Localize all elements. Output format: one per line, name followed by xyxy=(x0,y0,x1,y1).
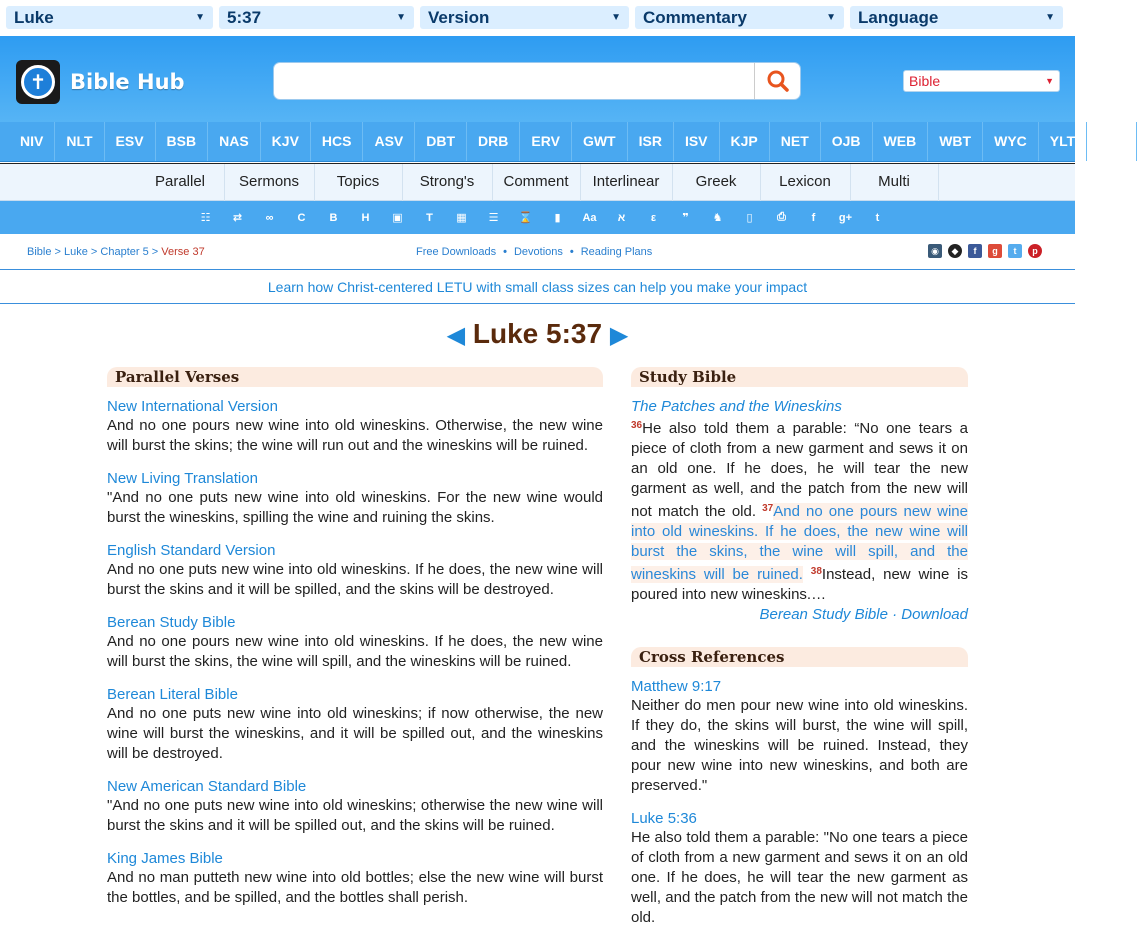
timeline-icon[interactable]: ⌛ xyxy=(518,212,533,224)
verse-text: Instead, new wine is poured into new wineskins.… xyxy=(631,566,969,603)
breadcrumb-verse: Verse 37 xyxy=(161,246,205,258)
icon-bar xyxy=(0,201,1075,234)
cross-reference-link[interactable]: Matthew 9:17 xyxy=(631,678,722,695)
study-subtitle[interactable]: The Patches and the Wineskins xyxy=(631,398,842,415)
version-link-tnt[interactable]: TNT xyxy=(1087,122,1137,161)
version-name-link[interactable]: English Standard Version xyxy=(107,542,276,559)
version-bar xyxy=(0,122,1126,162)
chevron-down-icon: ▼ xyxy=(1045,12,1055,23)
chapter-select[interactable] xyxy=(219,6,414,29)
site-header xyxy=(0,36,1075,122)
facebook-icon[interactable]: f xyxy=(811,211,816,224)
parallel-verse xyxy=(107,397,603,456)
cross-ref-icon[interactable]: ⇄ xyxy=(232,212,243,224)
chevron-down-icon: ▼ xyxy=(611,12,621,23)
tool-link-topics[interactable]: Topics xyxy=(315,164,403,201)
version-link-erv[interactable]: ERV xyxy=(520,122,572,161)
chevron-down-icon: ▼ xyxy=(1045,76,1054,86)
tool-link-greek[interactable]: Greek xyxy=(673,164,761,201)
version-link-bsb[interactable]: BSB xyxy=(156,122,209,161)
google-plus-icon[interactable]: g xyxy=(988,244,1002,258)
links-icon[interactable]: ∞ xyxy=(265,211,274,224)
version-link-kjv[interactable]: KJV xyxy=(261,122,311,161)
version-link-niv[interactable]: NIV xyxy=(9,122,55,161)
version-name-link[interactable]: King James Bible xyxy=(107,850,223,867)
tool-link-multi[interactable]: Multi xyxy=(851,164,939,201)
version-link-nas[interactable]: NAS xyxy=(208,122,261,161)
pinterest-icon[interactable]: p xyxy=(1028,244,1042,258)
sponsor-link[interactable]: Learn how Christ-centered LETU with small class sizes can help you make your impact xyxy=(0,270,1075,304)
chart-icon[interactable]: ▮ xyxy=(554,212,561,224)
quote-icon[interactable]: ❞ xyxy=(682,212,689,224)
search-button[interactable] xyxy=(754,63,800,99)
version-link-hcs[interactable]: HCS xyxy=(311,122,364,161)
reading-plans-link[interactable]: Reading Plans xyxy=(580,246,653,258)
twitter-icon[interactable]: t xyxy=(1008,244,1022,258)
commentary-icon[interactable]: C xyxy=(297,211,306,224)
cross-reference xyxy=(631,677,968,796)
version-link-ylt[interactable]: YLT xyxy=(1039,122,1087,161)
tool-link-parallel[interactable]: Parallel xyxy=(137,164,225,201)
version-select-label: Version xyxy=(428,7,490,27)
cross-logo-icon: ✝ xyxy=(16,60,60,104)
version-name-link[interactable]: New International Version xyxy=(107,398,278,415)
parallel-verse xyxy=(107,469,603,528)
verse-text: "And no one puts new wine into old wineskins; otherwise the new wine will burst the skins and it will be spilled out, and the skins will be ruined. xyxy=(107,797,603,834)
cross-reference-text: He also told them a parable: "No one tears a piece of cloth from a new garment and sews it on an old one. If he does, he will tear the new garment as well, and the patch from the new will not match the old. xyxy=(631,829,968,926)
version-link-net[interactable]: NET xyxy=(770,122,821,161)
tool-link-comment[interactable]: Comment xyxy=(493,164,581,201)
logo-text: Bible Hub xyxy=(70,70,185,94)
chevron-down-icon: ▼ xyxy=(195,12,205,23)
section-heading: Study Bible xyxy=(631,367,968,387)
book-select[interactable] xyxy=(6,6,213,29)
tool-link-strongs[interactable]: Strong's xyxy=(403,164,493,201)
version-link-drb[interactable]: DRB xyxy=(467,122,520,161)
highlighted-verse-text: And no one pours new wine into old wineskins. If he does, the new wine will burst the skins, the wine will spill, and the wineskins will be ruined. xyxy=(631,503,968,583)
resource-links: Free Downloads • Devotions • Reading Plans xyxy=(416,246,653,258)
breadcrumb-chapter[interactable]: Chapter 5 xyxy=(100,246,149,258)
hebrew-icon[interactable]: H xyxy=(361,211,370,224)
version-name-link[interactable]: New Living Translation xyxy=(107,470,258,487)
verse-text: And no one puts new wine into old wineskins; if now otherwise, the new wine will burst the wineskins, and it will be spilled out, and the wineskins will be destroyed. xyxy=(107,705,603,762)
tool-link-lexicon[interactable]: Lexicon xyxy=(761,164,851,201)
search-scope-label: Bible xyxy=(909,73,941,89)
mobile-icon[interactable]: ▯ xyxy=(746,212,753,224)
list-icon[interactable]: ☰ xyxy=(488,212,499,224)
translate-icon[interactable]: Aa xyxy=(582,211,597,224)
chevron-down-icon: ▼ xyxy=(396,12,406,23)
version-link-kjp[interactable]: KJP xyxy=(720,122,770,161)
greek-letter-icon[interactable]: ε xyxy=(650,211,657,224)
version-name-link[interactable]: Berean Literal Bible xyxy=(107,686,238,703)
version-link-wbt[interactable]: WBT xyxy=(928,122,983,161)
section-heading: Parallel Verses xyxy=(107,367,603,387)
study-source xyxy=(631,605,968,625)
version-link-isv[interactable]: ISV xyxy=(674,122,720,161)
verse-number: 37 xyxy=(762,503,774,514)
version-link-web[interactable]: WEB xyxy=(873,122,929,161)
chevron-down-icon: ▼ xyxy=(826,12,836,23)
breadcrumb-book[interactable]: Luke xyxy=(64,246,88,258)
previous-verse-icon[interactable]: ◀ xyxy=(446,322,466,349)
version-select[interactable] xyxy=(420,6,629,29)
version-name-link[interactable]: Berean Study Bible xyxy=(107,614,236,631)
version-link-esv[interactable]: ESV xyxy=(105,122,156,161)
version-link-gwt[interactable]: GWT xyxy=(572,122,628,161)
version-link-nlt[interactable]: NLT xyxy=(55,122,104,161)
study-passage xyxy=(631,416,968,605)
top-select-bar xyxy=(0,0,1075,36)
twitter-icon[interactable]: t xyxy=(875,211,880,224)
verse-text: "And no one puts new wine into old wineskins. For the new wine would burst the wineskins, spilling the wine and ruining the skins. xyxy=(107,489,603,526)
bible-icon[interactable]: B xyxy=(329,211,338,224)
study-source-link[interactable]: Berean Study Bible xyxy=(759,606,888,623)
cross-reference xyxy=(631,809,968,928)
cbd-icon[interactable]: ◉ xyxy=(928,244,942,258)
language-select-label: Language xyxy=(858,7,939,27)
parallel-verse xyxy=(107,849,603,908)
book-select-label: Luke xyxy=(14,7,54,27)
facebook-icon[interactable]: f xyxy=(968,244,982,258)
site-logo[interactable] xyxy=(16,60,185,104)
language-select[interactable] xyxy=(850,6,1063,29)
study-column xyxy=(631,367,968,928)
tool-link-sermons[interactable]: Sermons xyxy=(225,164,315,201)
library-icon[interactable]: ▦ xyxy=(456,212,467,224)
next-verse-icon[interactable]: ▶ xyxy=(609,322,629,349)
people-icon[interactable]: ♞ xyxy=(712,212,723,224)
breadcrumb: Bible > Luke > Chapter 5 > Verse 37 xyxy=(27,246,205,258)
cross-reference-link[interactable]: Luke 5:36 xyxy=(631,810,697,827)
section-heading: Cross References xyxy=(631,647,968,667)
verse-reference: Luke 5:37 xyxy=(472,318,603,349)
print-icon[interactable]: ⎙ xyxy=(777,211,786,223)
breadcrumb-row xyxy=(0,234,1075,270)
parallel-verse xyxy=(107,685,603,764)
tool-link-interlinear[interactable]: Interlinear xyxy=(581,164,673,201)
devotions-link[interactable]: Devotions xyxy=(513,246,563,258)
google-plus-icon[interactable]: g+ xyxy=(838,211,853,224)
breadcrumb-bible[interactable]: Bible xyxy=(27,246,52,258)
social-icons xyxy=(928,244,1042,258)
commentary-select[interactable] xyxy=(635,6,844,29)
separator: · xyxy=(887,606,902,623)
verse-text: He also told them a parable: “No one tears a piece of cloth from a new garment and sews it on an old one. If he does, he will tear the new garment as well, and the patch from the new will not match the old. xyxy=(631,420,968,520)
chapter-select-label: 5:37 xyxy=(227,7,262,27)
verse-number: 38 xyxy=(810,566,822,577)
version-link-asv[interactable]: ASV xyxy=(363,122,415,161)
version-link-dbt[interactable]: DBT xyxy=(415,122,467,161)
free-downloads-link[interactable]: Free Downloads xyxy=(416,246,497,258)
hebrew-letter-icon[interactable]: א xyxy=(617,211,626,224)
parallel-verse xyxy=(107,777,603,836)
parallel-verses-section xyxy=(107,367,603,908)
version-link-ojb[interactable]: OJB xyxy=(821,122,873,161)
search-icon xyxy=(766,69,790,93)
parallel-verse xyxy=(107,613,603,672)
verse-text: And no one pours new wine into old wineskins. Otherwise, the new wine will burst the skins; the wine will run out and the wineskins will be ruined. xyxy=(107,417,603,454)
version-link-wyc[interactable]: WYC xyxy=(983,122,1039,161)
page-title xyxy=(0,318,1075,350)
chapter-icon[interactable]: ☷ xyxy=(200,212,211,224)
image-icon[interactable]: ▣ xyxy=(392,212,403,224)
version-link-isr[interactable]: ISR xyxy=(628,122,674,161)
topical-icon[interactable]: T xyxy=(426,211,433,224)
audio-icon[interactable]: ◆ xyxy=(948,244,962,258)
verse-text: And no one pours new wine into old wineskins. If he does, the new wine will burst the skins, the wine will spill, and the wineskins will be ruined. xyxy=(107,633,603,670)
tools-bar xyxy=(0,163,1075,201)
verse-text: And no one puts new wine into old wineskins. If he does, the new wine will burst the skins and it will be spilled, and the skins will be destroyed. xyxy=(107,561,603,598)
verse-text: And no man putteth new wine into old bottles; else the new wine will burst the bottles, and be spilled, and the bottles shall perish. xyxy=(107,869,603,906)
download-link[interactable]: Download xyxy=(901,606,968,623)
commentary-select-label: Commentary xyxy=(643,7,747,27)
version-name-link[interactable]: New American Standard Bible xyxy=(107,778,307,795)
search-input[interactable] xyxy=(273,62,801,100)
cross-reference-text: Neither do men pour new wine into old wineskins. If they do, the skins will burst, the wine will spill, and the wineskins will be ruined. Instead, they pour new wine into new wineskins, and both are preserved." xyxy=(631,697,968,794)
search-scope-select[interactable] xyxy=(903,70,1060,92)
verse-number: 36 xyxy=(631,420,643,431)
parallel-verse xyxy=(107,541,603,600)
